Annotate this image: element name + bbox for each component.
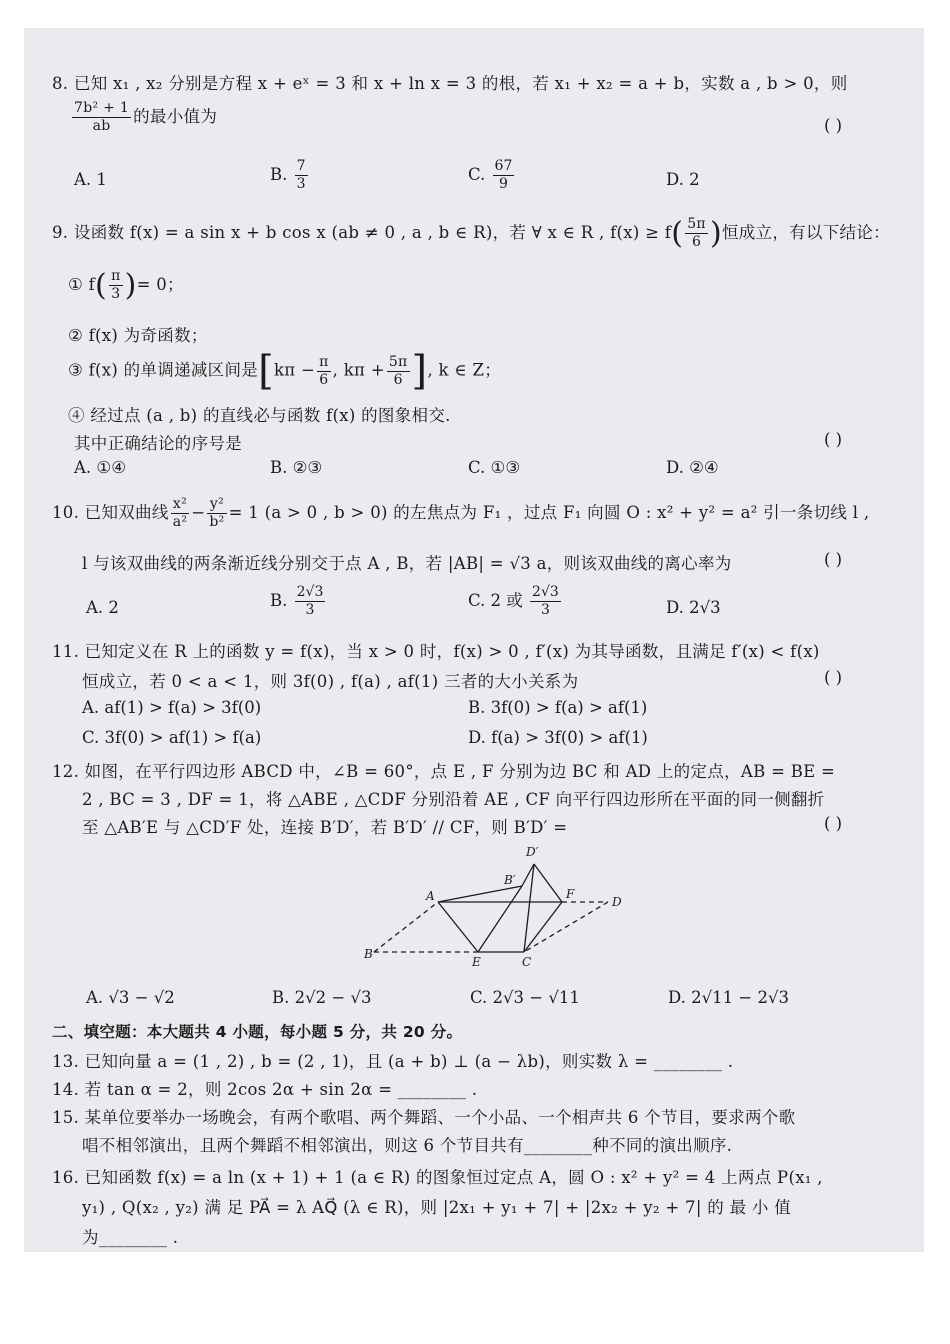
q9-s3-num1: π (319, 353, 329, 370)
q14-stem: 14. 若 tan α = 2，则 2cos 2α + sin 2α = ________ . (52, 1080, 478, 1099)
q10-b-den: 3 (305, 602, 315, 618)
q8-frac-den: ab (92, 118, 111, 134)
q9-s1-den: 3 (111, 286, 121, 302)
q12-stem-line1: 12. 如图，在平行四边形 ABCD 中，∠B = 60°，点 E , F 分别为边 BC 和 AD 上的定点，AB = BE = (52, 762, 836, 781)
q10-frac-x (171, 496, 190, 531)
q8-stem-line1: 8. 已知 x₁ , x₂ 分别是方程 x + eˣ = 3 和 x + ln x = 3 的根，若 x₁ + x₂ = a + b，实数 a , b > 0，则 (52, 74, 848, 93)
edge-BA (374, 902, 438, 952)
q9-s3-b: , k ∈ Z； (427, 360, 502, 380)
q11-option-a: A. af(1) > f(a) > 3f(0) (82, 698, 262, 717)
q8-b-num: 7 (296, 158, 306, 174)
q8-option-b-label: B. (270, 165, 288, 184)
q9-s3-in2: , kπ + (332, 360, 385, 380)
label-E: E (472, 955, 481, 969)
q11-answer-paren: ( ) (824, 668, 843, 687)
edge-AE (438, 902, 478, 952)
q9-s1-a: ① f (68, 275, 96, 294)
q16-stem-line3: 为________ . (82, 1228, 179, 1247)
q9-s1-num: π (111, 268, 121, 284)
q8-option-a: A. 1 (74, 170, 107, 189)
label-B: B (364, 947, 373, 961)
q10-b-num: 2√3 (296, 584, 324, 600)
edge-CF (524, 902, 562, 952)
q8-option-c (468, 158, 516, 193)
edge-D'C (524, 864, 534, 952)
label-F: F (566, 887, 575, 901)
q8-stem-tail: 的最小值为 (133, 107, 218, 126)
q9-s3-den2: 6 (393, 371, 403, 388)
q10-option-c (468, 584, 563, 619)
q12-answer-paren: ( ) (824, 814, 843, 833)
q9-question: 其中正确结论的序号是 (74, 434, 242, 453)
q10-stem-a: 10. 已知双曲线 (52, 503, 169, 522)
q16-stem-line1: 16. 已知函数 f(x) = a ln (x + 1) + 1 (a ∈ R) 的图象恒过定点 A，圆 O : x² + y² = 4 上两点 P(x₁ , (52, 1168, 823, 1187)
q10-n1: x² (171, 496, 190, 514)
q9-statement-3: ③ f(x) 的单调递减区间是[kπ − $\frac{\pi}{6}$ , kπ + $\frac{5\pi}{6}$ ], k ∈ Z； (68, 348, 502, 394)
q9-option-a: A. ①④ (74, 458, 126, 477)
q9-s3-a: ③ f(x) 的单调递减区间是 (68, 360, 259, 380)
edge-DC (524, 902, 608, 952)
q10-stem-b: = 1 (a > 0 , b > 0) 的左焦点为 F₁ ，过点 F₁ 向圆 O : x² + y² = a² 引一条切线 l , (228, 503, 870, 522)
q10-d2: b² (209, 514, 225, 530)
q10-option-c-label: C. 2 或 (468, 591, 523, 610)
q9-answer-paren: ( ) (824, 430, 843, 449)
q8-option-d: D. 2 (666, 170, 700, 189)
q8-c-num: 67 (494, 158, 513, 174)
q10-stem-line1 (52, 496, 869, 531)
q12-option-b: B. 2√2 − √3 (272, 988, 372, 1007)
q9-stem: 9. 设函数 f(x) = a sin x + b cos x (ab ≠ 0 , a , b ∈ R)，若 ∀ x ∈ R , f(x) ≥ f( $\frac{5\pi}{6}$ )恒成立，有以下结论： (52, 216, 890, 251)
q9-s1-b: = 0； (136, 275, 184, 294)
q8-option-c-frac (493, 158, 515, 193)
q12-stem-line3: 至 △AB′E 与 △CD′F 处，连接 B′D′，若 B′D′ // CF，则 B′D′ = (82, 818, 568, 837)
label-C: C (522, 955, 532, 969)
label-Dprime: D′ (526, 845, 539, 859)
q12-option-c: C. 2√3 − √11 (470, 988, 580, 1007)
q9-s3-frac2 (387, 354, 410, 389)
q10-minus: − (191, 503, 206, 522)
q9-statement-1: ① f( $\frac{\pi}{3}$ )= 0； (68, 268, 184, 303)
q9-s3-num2: 5π (388, 353, 408, 370)
q10-stem-line2: l 与该双曲线的两条渐近线分别交于点 A , B，若 |AB| = √3 a，则该双曲线的离心率为 (82, 554, 732, 573)
q11-option-d: D. f(a) > 3f(0) > af(1) (468, 728, 648, 747)
label-D: D (612, 895, 622, 909)
q9-s1-frac (109, 268, 123, 303)
q8-stem-line2 (70, 100, 217, 135)
q15-stem-line2: 唱不相邻演出，且两个舞蹈不相邻演出，则这 6 个节目共有________种不同的演出顺序. (82, 1136, 733, 1155)
q9-s3-frac1 (317, 354, 331, 389)
q10-frac-y (207, 496, 226, 531)
q10-c-num: 2√3 (532, 584, 559, 600)
q10-option-c-frac (530, 584, 561, 619)
q10-option-d: D. 2√3 (666, 598, 721, 617)
q9-option-c: C. ①③ (468, 458, 521, 477)
exam-page (24, 28, 924, 1252)
label-Bprime: B′ (504, 873, 516, 887)
q10-option-b-label: B. (270, 591, 288, 610)
q10-option-b-frac (295, 584, 326, 619)
q12-option-a: A. √3 − √2 (86, 988, 175, 1007)
q12-parallelogram-figure (364, 840, 622, 970)
q9-stem-a: 9. 设函数 f(x) = a sin x + b cos x (ab ≠ 0 , a , b ∈ R)，若 ∀ x ∈ R , f(x) ≥ f (52, 223, 672, 242)
q10-n2: y² (207, 496, 226, 514)
label-A: A (426, 889, 435, 903)
edge-D'F (534, 864, 562, 902)
q11-stem-line2: 恒成立，若 0 < a < 1，则 3f(0) , f(a) , af(1) 三者的大小关系为 (82, 672, 579, 691)
q8-b-den: 3 (296, 176, 306, 192)
edge-B'E (478, 886, 522, 952)
q9-stem-b: 恒成立，有以下结论： (721, 223, 890, 242)
q9-s3-den1: 6 (319, 371, 329, 388)
q9-statement-2: ② f(x) 为奇函数； (68, 326, 208, 345)
q12-stem-line2: 2 , BC = 3 , DF = 1，将 △ABE , △CDF 分别沿着 AE , CF 向平行四边形所在平面的同一侧翻折 (82, 790, 825, 809)
q11-stem-line1: 11. 已知定义在 R 上的函数 y = f(x)，当 x > 0 时，f(x) > 0 , f′(x) 为其导函数，且满足 f′(x) < f(x) (52, 642, 820, 661)
q9-option-b: B. ②③ (270, 458, 323, 477)
q13-stem: 13. 已知向量 a = (1 , 2) , b = (2 , 1)，且 (a + b) ⊥ (a − λb)，则实数 λ = ________ . (52, 1052, 734, 1071)
q9-option-d: D. ②④ (666, 458, 719, 477)
q9-stem-den: 6 (691, 234, 702, 250)
q8-option-b-frac (295, 158, 308, 193)
q16-stem-line2: y₁) , Q(x₂ , y₂) 满 足 PA⃗ = λ AQ⃗ (λ ∈ R)，则 |2x₁ + y₁ + 7| + |2x₂ + y₂ + 7| 的 最 小 值 (82, 1198, 792, 1217)
q9-statement-4: ④ 经过点 (a , b) 的直线必与函数 f(x) 的图象相交. (68, 406, 451, 425)
q8-frac-num: 7b² + 1 (74, 100, 130, 116)
q10-answer-paren: ( ) (824, 550, 843, 569)
q9-stem-frac (685, 216, 708, 251)
q12-option-d: D. 2√11 − 2√3 (668, 988, 789, 1007)
q9-s3-in1: kπ − (273, 360, 316, 380)
q8-answer-paren: ( ) (824, 116, 843, 135)
q10-option-b (270, 584, 327, 619)
q10-c-den: 3 (540, 602, 550, 618)
q11-option-c: C. 3f(0) > af(1) > f(a) (82, 728, 262, 747)
q10-d1: a² (172, 514, 188, 530)
q9-stem-num: 5π (687, 216, 706, 232)
q8-option-b (270, 158, 310, 193)
q8-option-c-label: C. (468, 165, 486, 184)
q8-c-den: 9 (499, 176, 508, 192)
q10-option-a: A. 2 (86, 598, 119, 617)
section-heading-fill-in: 二、填空题：本大题共 4 小题，每小题 5 分，共 20 分。 (52, 1023, 463, 1041)
q15-stem-line1: 15. 某单位要举办一场晚会，有两个歌唱、两个舞蹈、一个小品、一个相声共 6 个节目，要求两个歌 (52, 1108, 796, 1127)
edge-AB' (438, 886, 522, 902)
q8-fraction (72, 100, 131, 135)
q11-option-b: B. 3f(0) > f(a) > af(1) (468, 698, 648, 717)
